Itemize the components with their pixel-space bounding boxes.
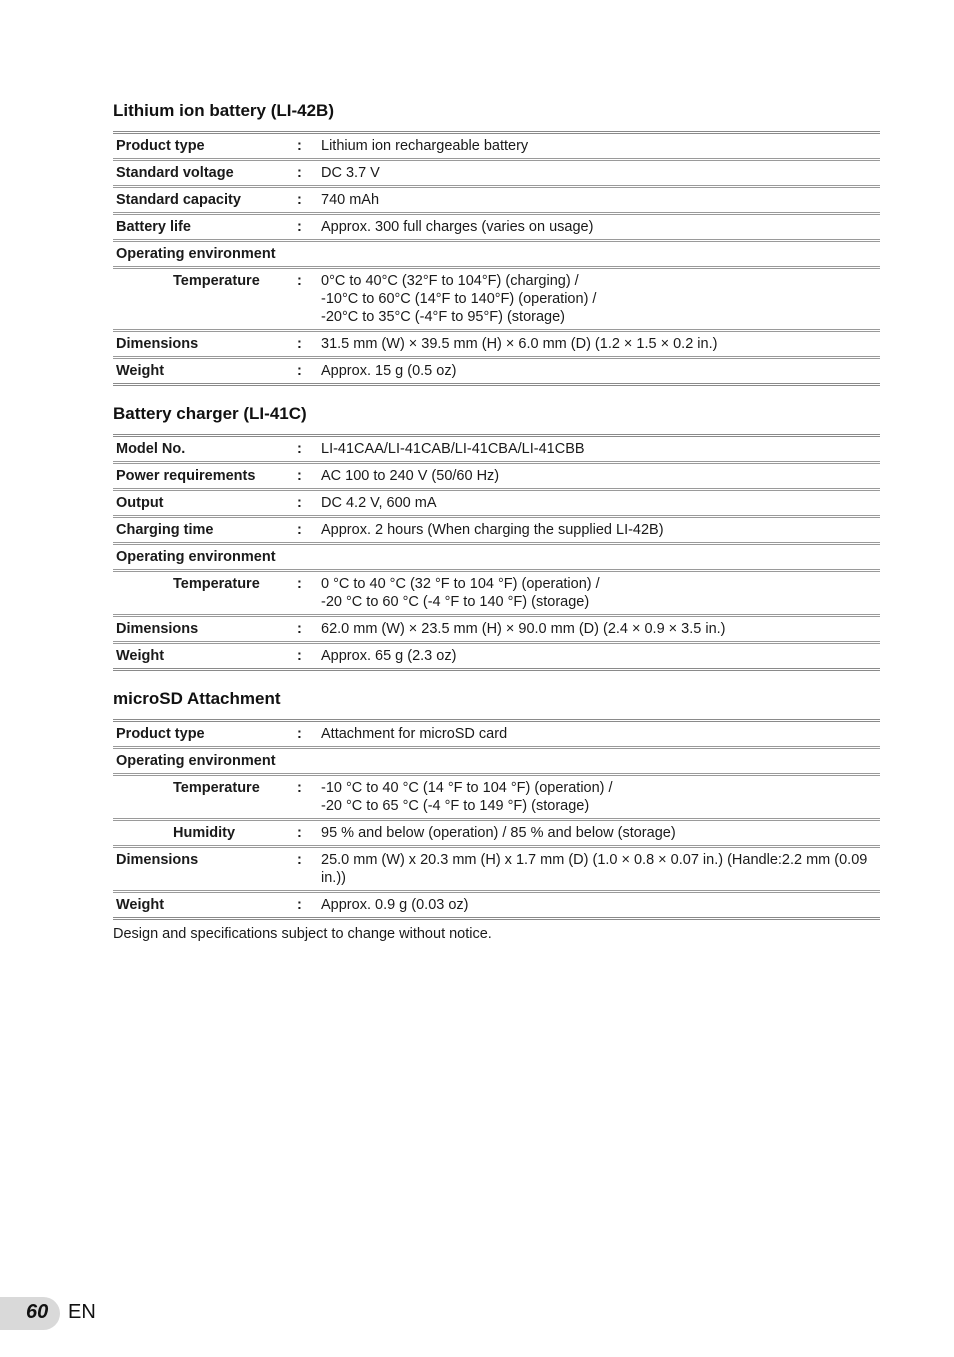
- spec-row: [113, 241, 880, 268]
- spec-value: Approx. 15 g (0.5 oz): [318, 358, 880, 385]
- spec-label: Humidity: [113, 820, 294, 847]
- spec-row: [113, 358, 880, 385]
- spec-row: [113, 847, 880, 892]
- spec-separator: :: [297, 441, 302, 457]
- spec-value: 62.0 mm (W) × 23.5 mm (H) × 90.0 mm (D) (2.4 × 0.9 × 3.5 in.): [318, 616, 880, 643]
- spec-label: Operating environment: [113, 748, 294, 775]
- spec-separator: :: [294, 268, 318, 331]
- spec-label: Weight: [113, 892, 294, 919]
- spec-separator: :: [297, 138, 302, 154]
- spec-label: Weight: [113, 643, 294, 670]
- spec-label: Battery life: [113, 214, 294, 241]
- spec-label: Standard voltage: [113, 160, 294, 187]
- spec-row: [113, 616, 880, 643]
- spec-value: [318, 748, 880, 775]
- spec-label: Product type: [116, 726, 205, 742]
- spec-table-charger: [113, 434, 880, 671]
- spec-table-microsd: [113, 719, 880, 920]
- spec-value: 0°C to 40°C (32°F to 104°F) (charging) / -10°C to 60°C (14°F to 140°F) (operation) / -20°C to 35°C (-4°F to 95°F) (storage): [318, 268, 880, 331]
- spec-label: Dimensions: [113, 847, 294, 892]
- spec-value: LI-41CAA/LI-41CAB/LI-41CBA/LI-41CBB: [321, 441, 585, 457]
- spec-label: Output: [113, 490, 294, 517]
- spec-row: [113, 463, 880, 490]
- section-title-charger: Battery charger (LI-41C): [113, 404, 307, 423]
- spec-label: Product type: [116, 138, 205, 154]
- spec-separator: :: [294, 892, 318, 919]
- spec-row: [113, 748, 880, 775]
- spec-value: 95 % and below (operation) / 85 % and below (storage): [318, 820, 880, 847]
- spec-value: Approx. 300 full charges (varies on usage): [318, 214, 880, 241]
- spec-value: Attachment for microSD card: [321, 726, 508, 742]
- spec-value: 31.5 mm (W) × 39.5 mm (H) × 6.0 mm (D) (1.2 × 1.5 × 0.2 in.): [318, 331, 880, 358]
- spec-row: [113, 775, 880, 820]
- spec-label: Temperature: [113, 775, 294, 820]
- footnote: Design and specifications subject to change without notice.: [113, 926, 492, 942]
- section-title-battery: Lithium ion battery (LI-42B): [113, 101, 334, 120]
- spec-separator: :: [294, 187, 318, 214]
- section-title-microsd: microSD Attachment: [113, 689, 281, 708]
- spec-separator: :: [294, 490, 318, 517]
- spec-label: Operating environment: [113, 544, 294, 571]
- spec-separator: [294, 544, 318, 571]
- spec-value: DC 3.7 V: [318, 160, 880, 187]
- spec-value: Lithium ion rechargeable battery: [321, 138, 529, 154]
- spec-separator: :: [294, 616, 318, 643]
- spec-row: [113, 331, 880, 358]
- spec-separator: :: [294, 214, 318, 241]
- spec-separator: :: [294, 463, 318, 490]
- spec-separator: :: [294, 820, 318, 847]
- spec-table-battery: [113, 131, 880, 386]
- spec-separator: [294, 241, 318, 268]
- spec-row: [113, 490, 880, 517]
- spec-value: [318, 544, 880, 571]
- spec-row: [113, 187, 880, 214]
- spec-separator: :: [294, 571, 318, 616]
- spec-separator: [294, 748, 318, 775]
- page-language: EN: [68, 1301, 96, 1323]
- spec-separator: :: [294, 775, 318, 820]
- spec-row: [113, 268, 880, 331]
- spec-label: Model No.: [116, 441, 186, 457]
- spec-separator: :: [294, 517, 318, 544]
- spec-row: [113, 214, 880, 241]
- spec-value: 740 mAh: [318, 187, 880, 214]
- spec-label: Charging time: [113, 517, 294, 544]
- page-number: 60: [26, 1301, 49, 1323]
- spec-value: DC 4.2 V, 600 mA: [318, 490, 880, 517]
- spec-separator: :: [294, 847, 318, 892]
- spec-row: [113, 571, 880, 616]
- spec-value: -10 °C to 40 °C (14 °F to 104 °F) (operation) / -20 °C to 65 °C (-4 °F to 149 °F) (storage): [318, 775, 880, 820]
- spec-row: [113, 820, 880, 847]
- spec-row: [113, 517, 880, 544]
- spec-value: Approx. 65 g (2.3 oz): [318, 643, 880, 670]
- spec-separator: :: [294, 643, 318, 670]
- spec-label: Power requirements: [113, 463, 294, 490]
- spec-label: Temperature: [113, 268, 294, 331]
- spec-row: [113, 160, 880, 187]
- spec-value: 25.0 mm (W) x 20.3 mm (H) x 1.7 mm (D) (1.0 × 0.8 × 0.07 in.) (Handle:2.2 mm (0.09 in.)): [318, 847, 880, 892]
- spec-value: AC 100 to 240 V (50/60 Hz): [318, 463, 880, 490]
- spec-separator: :: [297, 726, 302, 742]
- spec-row: [113, 643, 880, 670]
- spec-row: [113, 133, 880, 160]
- spec-value: Approx. 0.9 g (0.03 oz): [318, 892, 880, 919]
- spec-separator: :: [294, 358, 318, 385]
- spec-label: Standard capacity: [113, 187, 294, 214]
- spec-label: Dimensions: [113, 616, 294, 643]
- spec-label: Operating environment: [113, 241, 294, 268]
- spec-value: [318, 241, 880, 268]
- spec-label: Temperature: [113, 571, 294, 616]
- spec-label: Weight: [113, 358, 294, 385]
- spec-label: Dimensions: [113, 331, 294, 358]
- spec-row: [113, 892, 880, 919]
- spec-row: [113, 436, 880, 463]
- spec-row: [113, 721, 880, 748]
- spec-value: 0 °C to 40 °C (32 °F to 104 °F) (operation) / -20 °C to 60 °C (-4 °F to 140 °F) (storage): [318, 571, 880, 616]
- spec-separator: :: [294, 160, 318, 187]
- spec-row: [113, 544, 880, 571]
- spec-value: Approx. 2 hours (When charging the supplied LI-42B): [318, 517, 880, 544]
- spec-separator: :: [294, 331, 318, 358]
